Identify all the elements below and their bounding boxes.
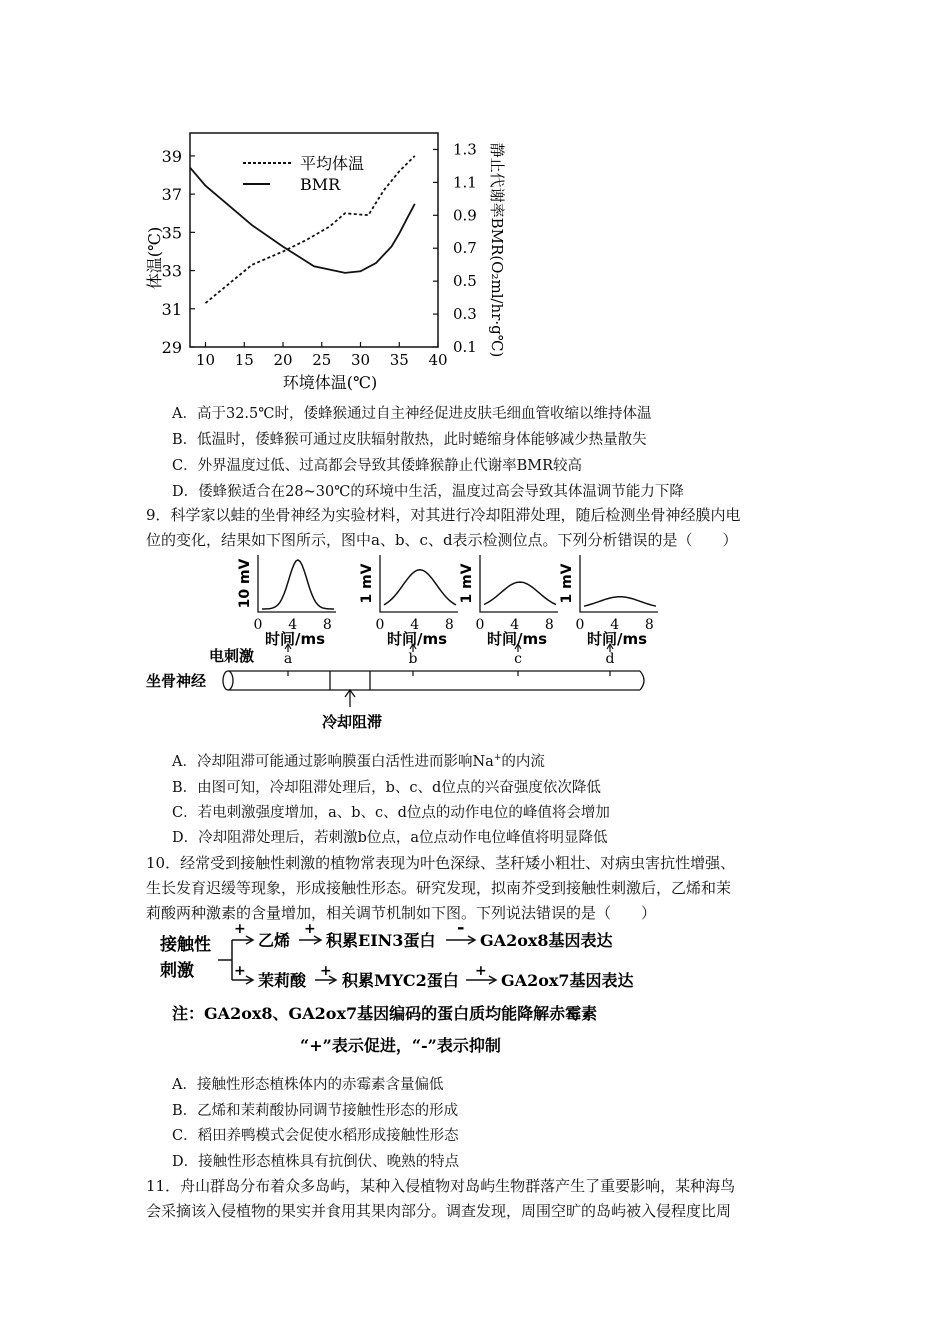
nerve-cylinder xyxy=(223,671,644,707)
q10-stem-line2: 生长发育迟缓等现象，形成接触性形态。研究发现，拟南芥受到接触性刺激后，乙烯和茉 xyxy=(146,879,732,897)
point-label-a: a xyxy=(283,651,293,667)
q10-option-b: B．乙烯和茉莉酸协同调节接触性形态的形成 xyxy=(172,1103,459,1119)
y-tick-label: 29 xyxy=(161,338,182,357)
y2-tick-label: 0.1 xyxy=(453,338,477,356)
nerve-label: 坐骨神经 xyxy=(146,672,207,690)
diagram-note-2: “+”表示促进，“-”表示抑制 xyxy=(300,1036,501,1055)
y-tick-label: 33 xyxy=(161,261,182,281)
mini-ylabel: 1 mV xyxy=(459,563,475,604)
y-tick-label: 39 xyxy=(161,146,182,166)
chart-xlabel: 环境体温(℃) xyxy=(282,373,378,392)
hormone-diagram xyxy=(0,918,950,1058)
plus-sign: + xyxy=(475,963,487,979)
q10-option-c: C．稻田养鸭模式会促使水稻形成接触性形态 xyxy=(172,1128,459,1144)
y2-tick-label: 0.5 xyxy=(453,272,477,291)
minus-sign: - xyxy=(457,918,465,938)
plus-sign: + xyxy=(304,921,316,937)
nerve-figure xyxy=(0,545,950,745)
mini-x-tick-label: 4 xyxy=(510,617,520,633)
mini-xlabel: 时间/ms xyxy=(586,630,648,648)
mini-x-tick-label: 0 xyxy=(475,617,485,633)
mini-x-tick-label: 0 xyxy=(375,617,385,633)
q10-stem-line3: 莉酸两种激素的含量增加，相关调节机制如下图。下列说法错误的是（ ） xyxy=(146,904,657,922)
stimulus-label: 电刺激 xyxy=(209,647,255,665)
jasmonic-label: 茉莉酸 xyxy=(258,971,307,990)
mini-x-tick-label: 0 xyxy=(575,617,585,633)
q8-option-d: D．倭蜂猴适合在28~30℃的环境中生活，温度过高会导致其体温调节能力下降 xyxy=(172,484,684,500)
stimulus-line1: 接触性 xyxy=(160,935,211,955)
x-tick-label: 35 xyxy=(389,351,409,369)
ethylene-label: 乙烯 xyxy=(258,931,291,950)
ein3-label: 积累EIN3蛋白 xyxy=(326,931,436,950)
point-label-c: c xyxy=(514,651,522,667)
q9-option-a: A．冷却阻滞可能通过影响膜蛋白活性进而影响Na+的内流 xyxy=(172,753,545,770)
y-tick-label: 35 xyxy=(161,223,182,243)
y-tick-label: 31 xyxy=(161,299,182,319)
ga2ox7-label: GA2ox7基因表达 xyxy=(501,971,634,990)
stimulus-line2: 刺激 xyxy=(160,961,194,981)
ga2ox8-label: GA2ox8基因表达 xyxy=(480,931,613,950)
y2-tick-label: 1.1 xyxy=(453,173,477,192)
block-label: 冷却阻滞 xyxy=(322,713,383,731)
plus-sign: + xyxy=(234,921,246,937)
y2-tick-label: 0.3 xyxy=(453,305,477,324)
mini-x-tick-label: 4 xyxy=(410,617,420,633)
q11-stem-line2: 会采摘该入侵植物的果实并食用其果肉部分。调查发现，周围空旷的岛屿被入侵程度比周 xyxy=(146,1202,732,1220)
legend-label-bmr: BMR xyxy=(300,175,341,194)
mini-xlabel: 时间/ms xyxy=(386,630,448,648)
point-label-b: b xyxy=(408,651,418,667)
mini-x-tick-label: 4 xyxy=(288,617,298,633)
q9-stem-line2: 位的变化，结果如下图所示，图中a、b、c、d表示检测位点。下列分析错误的是（ ） xyxy=(146,531,738,549)
plus-sign: + xyxy=(320,963,332,979)
q10-option-a: A．接触性形态植株体内的赤霉素含量偏低 xyxy=(172,1077,444,1093)
x-tick-label: 40 xyxy=(428,351,448,369)
q8-option-a: A．高于32.5℃时，倭蜂猴通过自主神经促进皮肤毛细血管收缩以维持体温 xyxy=(172,406,652,422)
mini-xlabel: 时间/ms xyxy=(264,630,326,648)
action-potential-curve xyxy=(584,597,656,606)
q9-option-d: D．冷却阻滞处理后，若刺激b位点，a位点动作电位峰值将明显降低 xyxy=(172,830,608,846)
x-tick-label: 15 xyxy=(234,351,254,369)
mini-x-tick-label: 8 xyxy=(644,617,654,633)
mini-x-tick-label: 8 xyxy=(322,617,332,633)
q11-stem-line1: 11．舟山群岛分布着众多岛屿，某种入侵植物对岛屿生物群落产生了重要影响，某种海鸟 xyxy=(146,1177,736,1195)
x-tick-label: 10 xyxy=(195,351,216,369)
legend-label-temp: 平均体温 xyxy=(300,154,365,173)
q9-option-c: C．若电刺激强度增加，a、b、c、d位点的动作电位的峰值将会增加 xyxy=(172,805,610,821)
mini-plot-axes xyxy=(380,555,458,612)
action-potential-curve xyxy=(484,582,556,605)
y2-tick-label: 1.3 xyxy=(453,140,477,159)
chart-legend xyxy=(243,154,364,194)
q10-option-d: D．接触性形态植株具有抗倒伏、晚熟的特点 xyxy=(172,1154,460,1170)
mini-xlabel: 时间/ms xyxy=(486,630,548,648)
y2-tick-label: 0.9 xyxy=(453,206,477,225)
mini-plot-axes xyxy=(258,555,336,612)
q9-stem-line1: 9．科学家以蛙的坐骨神经为实验材料，对其进行冷却阻滞处理，随后检测坐骨神经膜内电 xyxy=(146,506,741,524)
diagram-note-1: 注：GA2ox8、GA2ox7基因编码的蛋白质均能降解赤霉素 xyxy=(172,1004,598,1023)
chart-ylabel: 体温(℃) xyxy=(145,226,164,290)
action-potential-curve xyxy=(262,560,334,609)
q8-option-b: B．低温时，倭蜂猴可通过皮肤辐射散热，此时蜷缩身体能够减少热量散失 xyxy=(172,432,647,448)
action-potential-curve xyxy=(384,570,456,605)
x-tick-label: 20 xyxy=(273,351,293,369)
myc2-label: 积累MYC2蛋白 xyxy=(342,971,459,990)
temperature-bmr-chart xyxy=(0,0,950,400)
mini-x-tick-label: 8 xyxy=(444,617,454,633)
point-label-d: d xyxy=(605,651,615,667)
y-tick-label: 37 xyxy=(161,185,182,205)
x-tick-label: 30 xyxy=(350,351,371,369)
q9-option-b: B．由图可知，冷却阻滞处理后，b、c、d位点的兴奋强度依次降低 xyxy=(172,780,601,796)
plus-sign: + xyxy=(234,963,246,979)
mini-ylabel: 1 mV xyxy=(559,563,575,604)
mini-ylabel: 10 mV xyxy=(237,558,253,609)
mini-x-tick-label: 0 xyxy=(253,617,263,633)
na-superscript: + xyxy=(493,753,502,764)
mini-plot-axes xyxy=(480,555,558,612)
q10-stem-line1: 10．经常受到接触性刺激的植物常表现为叶色深绿、茎秆矮小粗壮、对病虫害抗性增强、 xyxy=(146,854,736,872)
x-tick-label: 25 xyxy=(312,351,332,369)
mini-ylabel: 1 mV xyxy=(359,563,375,604)
mini-x-tick-label: 8 xyxy=(544,617,554,633)
mini-x-tick-label: 4 xyxy=(610,617,620,633)
y2-tick-label: 0.7 xyxy=(453,239,477,258)
chart-y2label: 静止代谢率BMR(O₂ml/hr·g℃) xyxy=(488,142,506,358)
q8-option-c: C．外界温度过低、过高都会导致其倭蜂猴静止代谢率BMR较高 xyxy=(172,458,583,474)
